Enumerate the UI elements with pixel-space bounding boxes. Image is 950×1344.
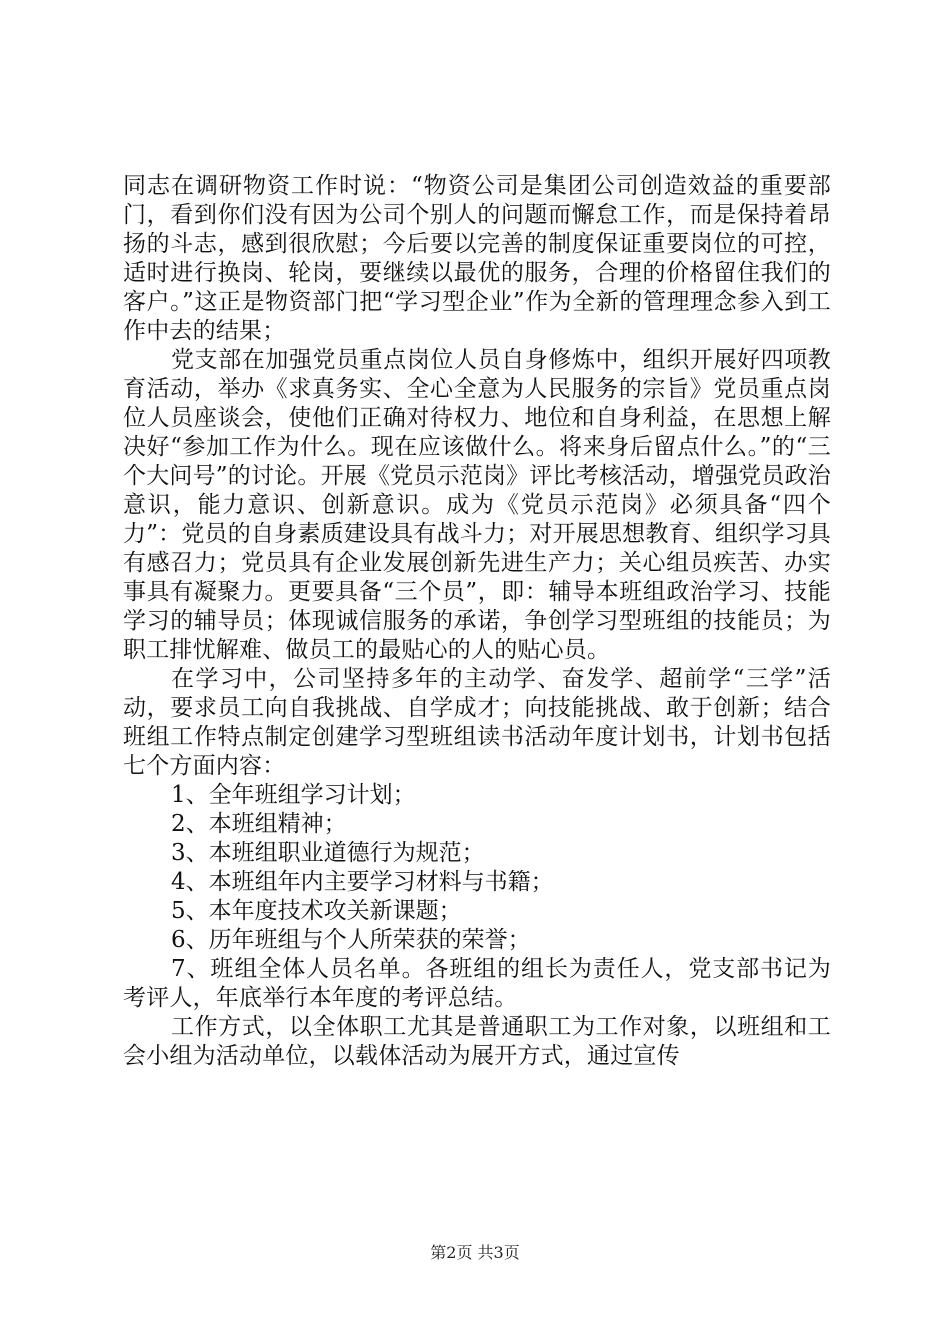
list-item: 3、本班组职业道德行为规范；	[171, 840, 485, 866]
list-item: 5、本年度技术攻关新课题；	[171, 898, 462, 924]
paragraph-party-branch: 党支部在加强党员重点岗位人员自身修炼中，组织开展好四项教育活动，举办《求真务实、全心全意为人民服务的宗旨》党员重点岗位人员座谈会，使他们正确对待权力、地位和自身利益，在思想上解决好“参加工作为什么。现在应该做什么。将来身后留点什么。”的“三个大问号”的讨论。开展《党员示范岗》评比考核活动，增强党员政治意识，能力意识、创新意识。成为《党员示范岗》必须具备“四个力”：党员的自身素质建设具有战斗力；对开展思想教育、组织学习具有感召力；党员具有企业发展创新先进生产力；关心组员疾苦、办实事具有凝聚力。更要具备“三个员”，即：辅导本班组政治学习、技能学习的辅导员；体现诚信服务的承诺，争创学习型班组的技能员；为职工排忧解难、做员工的最贴心的人的贴心员。	[123, 347, 831, 663]
paragraph-work-method: 工作方式，以全体职工尤其是普通职工为工作对象，以班组和工会小组为活动单位，以载体活动为展开方式，通过宣传	[123, 1014, 831, 1069]
list-item: 2、本班组精神；	[171, 811, 347, 837]
list-item-final: 7、班组全体人员名单。各班组的组长为责任人，党支部书记为考评人，年底举行本年度的考评总结。	[123, 956, 831, 1011]
list-item: 6、历年班组与个人所荣获的荣誉；	[171, 927, 531, 953]
paragraph-continuation: 同志在调研物资工作时说：“物资公司是集团公司创造效益的重要部门，看到你们没有因为公司个别人的问题而懈怠工作，而是保持着昂扬的斗志，感到很欣慰；今后要以完善的制度保证重要岗位的可控，适时进行换岗、轮岗，要继续以最优的服务，合理的价格留住我们的客户。”这正是物资部门把“学习型企业”作为全新的管理理念参入到工作中去的结果；	[123, 173, 831, 344]
document-body	[123, 172, 831, 1071]
paragraph-learning: 在学习中，公司坚持多年的主动学、奋发学、超前学“三学”活动，要求员工向自我挑战、自学成才；向技能挑战、敢于创新；结合班组工作特点制定创建学习型班组读书活动年度计划书，计划书包括七个方面内容：	[123, 666, 831, 779]
plan-contents-list	[123, 781, 831, 955]
list-item: 1、全年班组学习计划；	[171, 782, 416, 808]
page-number-footer: 第2页 共3页	[430, 1243, 520, 1262]
list-item: 4、本班组年内主要学习材料与书籍；	[171, 869, 554, 895]
